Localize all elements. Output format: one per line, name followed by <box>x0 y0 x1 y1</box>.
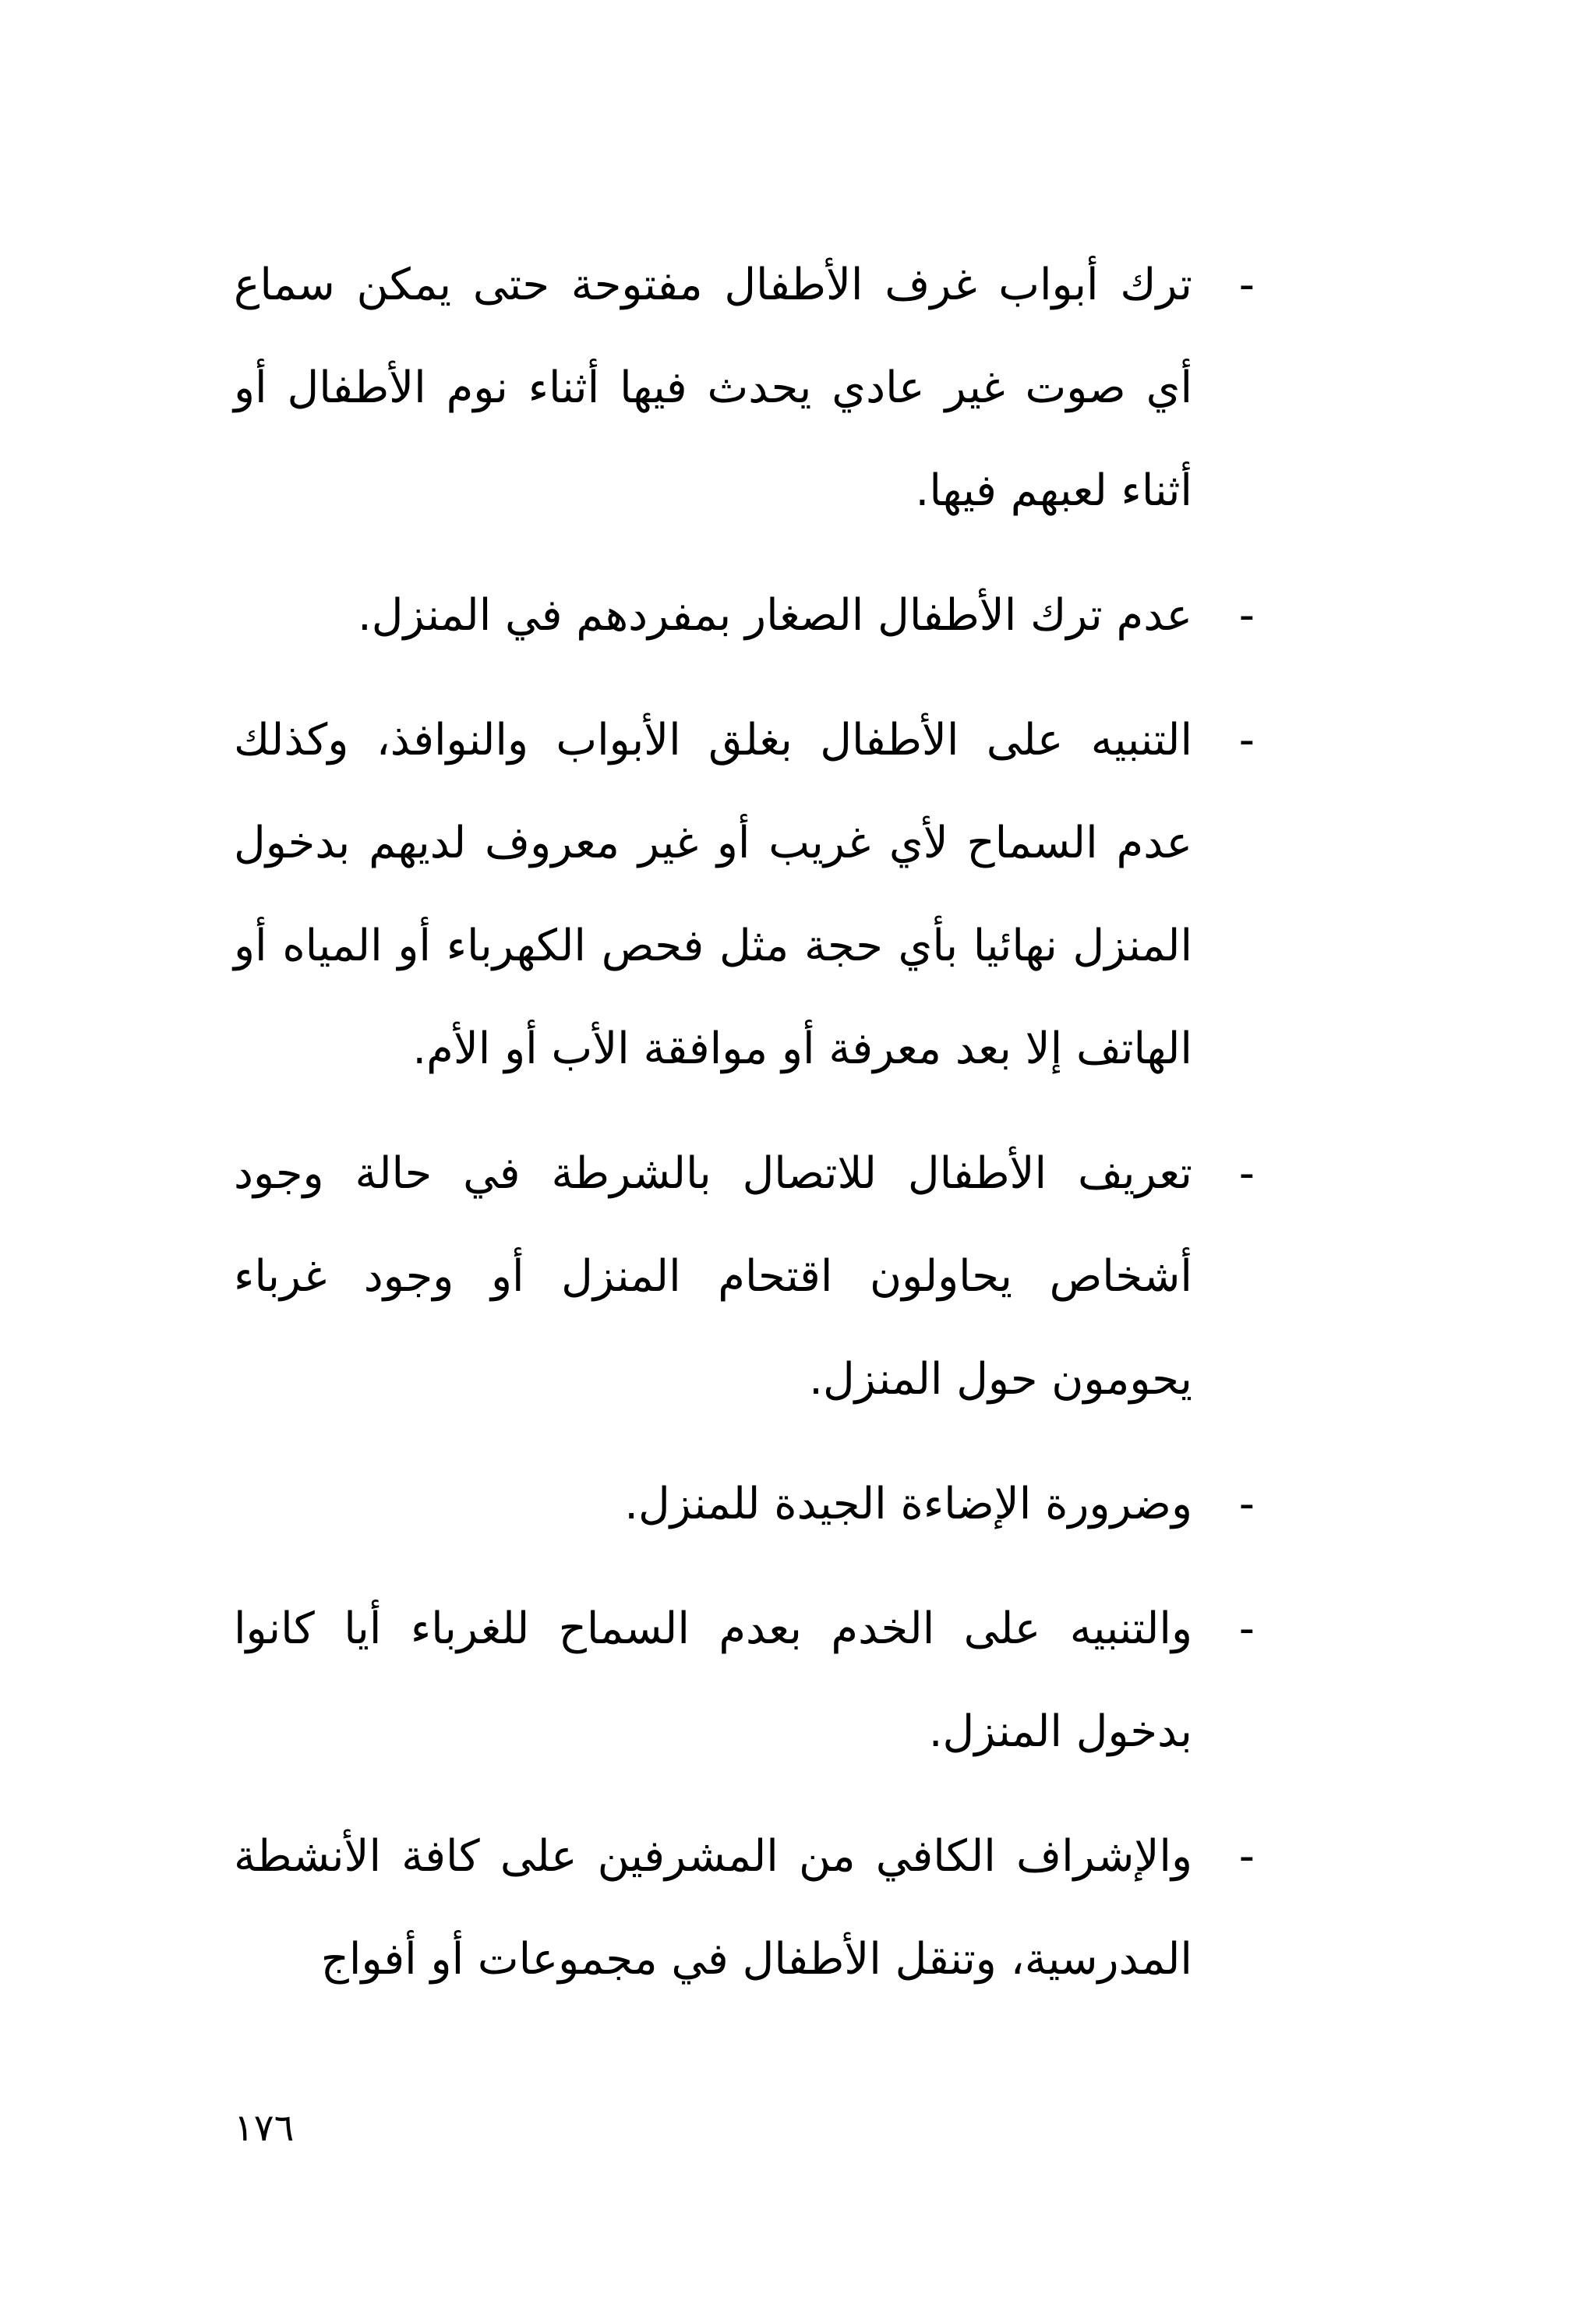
list-marker: - <box>1238 715 1255 765</box>
list-item <box>234 564 1255 667</box>
list-item-text: التنبيه على الأطفال بغلق الأبواب والنوافذ، وكذلك عدم السماح لأي غريب أو غير معروف لديهم بدخول المنزل نهائيا بأي حجة مثل فحص الكهرباء أو المياه أو الهاتف إلا بعد معرفة أو موافقة الأب أو الأم. <box>234 715 1192 1074</box>
bullet-list <box>234 234 1255 2033</box>
list-item <box>234 689 1255 1101</box>
list-item-text: عدم ترك الأطفال الصغار بمفردهم في المنزل. <box>357 590 1192 641</box>
list-item-text: ترك أبواب غرف الأطفال مفتوحة حتى يمكن سماع أي صوت غير عادي يحدث فيها أثناء نوم الأطفال أو أثناء لعبهم فيها. <box>234 260 1192 516</box>
list-marker: - <box>1238 1148 1255 1199</box>
list-item <box>234 234 1255 543</box>
page-number: ١٧٦ <box>234 2106 295 2150</box>
list-item-text: والتنبيه على الخدم بعدم السماح للغرباء أيا كانوا بدخول المنزل. <box>234 1603 1192 1757</box>
list-marker: - <box>1238 260 1255 310</box>
list-marker: - <box>1238 1831 1255 1882</box>
list-item-text: والإشراف الكافي من المشرفين على كافة الأنشطة المدرسية، وتنقل الأطفال في مجموعات أو أفواج <box>234 1831 1192 1985</box>
list-item <box>234 1805 1255 2011</box>
list-item <box>234 1453 1255 1556</box>
list-marker: - <box>1238 590 1255 641</box>
list-marker: - <box>1238 1603 1255 1654</box>
list-marker: - <box>1238 1479 1255 1529</box>
list-item <box>234 1578 1255 1784</box>
list-item-text: تعريف الأطفال للاتصال بالشرطة في حالة وجود أشخاص يحاولون اقتحام المنزل أو وجود غرباء يحومون حول المنزل. <box>234 1148 1192 1405</box>
list-item <box>234 1122 1255 1431</box>
list-item-text: وضرورة الإضاءة الجيدة للمنزل. <box>624 1479 1192 1529</box>
